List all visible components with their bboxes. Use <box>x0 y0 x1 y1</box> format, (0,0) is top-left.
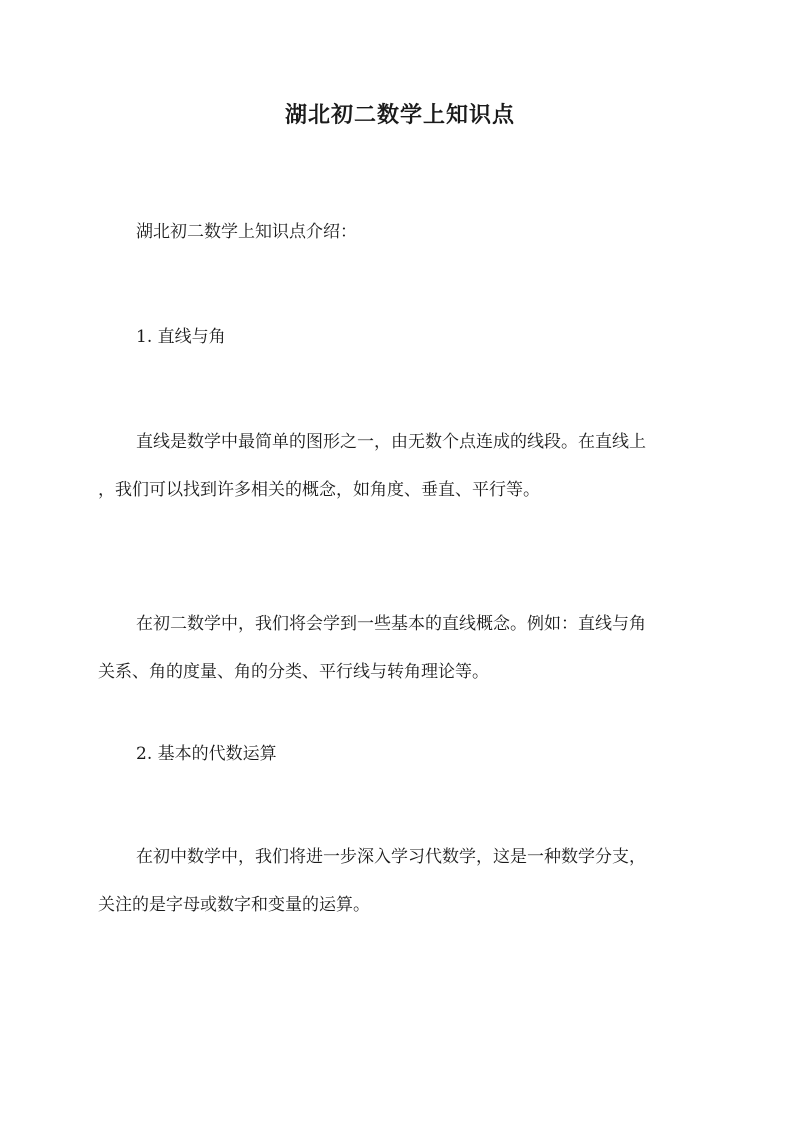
paragraph-line: ，我们可以找到许多相关的概念，如角度、垂直、平行等。 <box>98 480 540 500</box>
paragraph-line: 在初中数学中，我们将进一步深入学习代数学，这是一种数学分支， <box>136 847 646 867</box>
paragraph-line: 直线是数学中最简单的图形之一，由无数个点连成的线段。在直线上 <box>136 432 646 452</box>
paragraph-line: 关注的是字母或数字和变量的运算。 <box>98 895 370 915</box>
intro-text: 湖北初二数学上知识点介绍： <box>136 222 357 242</box>
section-1-heading-text: 1. 直线与角 <box>136 327 226 347</box>
section-1-paragraph-1 <box>98 428 702 504</box>
paragraph-line: 在初二数学中，我们将会学到一些基本的直线概念。例如：直线与角 <box>136 614 646 634</box>
section-2-paragraph-1 <box>98 843 702 919</box>
section-1-paragraph-2 <box>98 610 702 686</box>
document-title: 湖北初二数学上知识点 <box>284 102 515 128</box>
section-1-heading <box>98 323 702 351</box>
intro-paragraph <box>98 218 702 246</box>
paragraph-line: 关系、角的度量、角的分类、平行线与转角理论等。 <box>98 662 489 682</box>
section-2-heading-text: 2. 基本的代数运算 <box>136 744 277 764</box>
section-2-heading <box>98 740 702 768</box>
